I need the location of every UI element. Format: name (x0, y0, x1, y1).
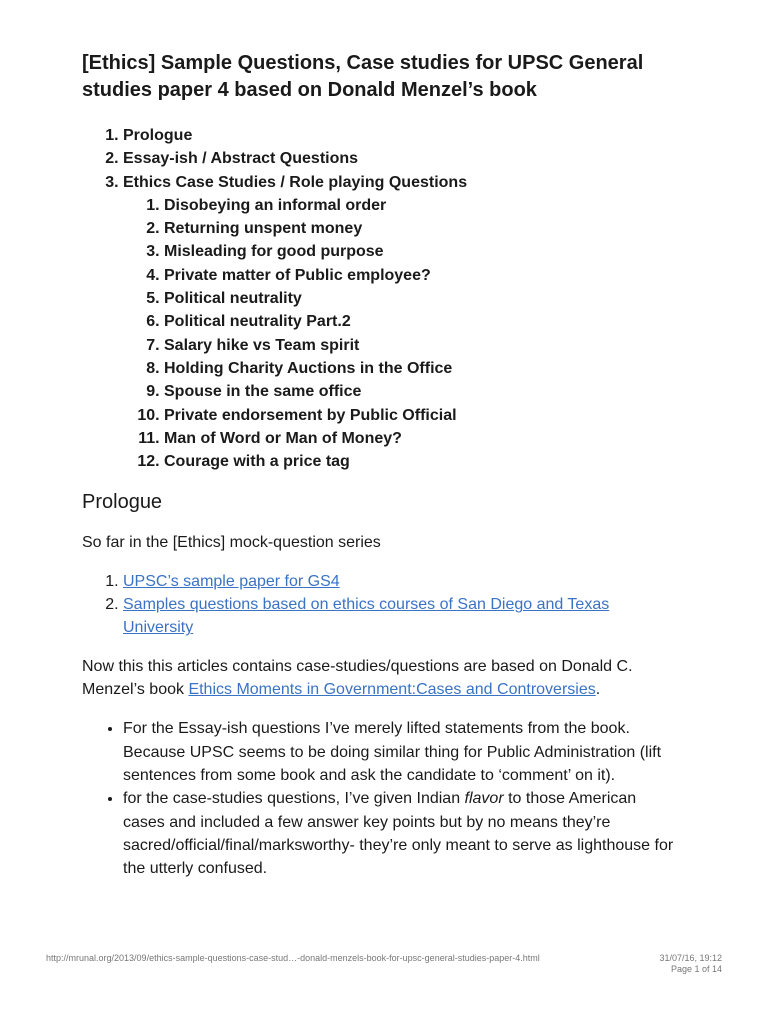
page-title: [Ethics] Sample Questions, Case studies for UPSC General studies paper 4 based on Donald Menzel’s book (82, 52, 644, 101)
note-text: for the case-studies questions, I’ve given Indian (123, 790, 465, 808)
series-link-san-diego-texas[interactable]: Samples questions based on ethics courses of San Diego and Texas University (123, 596, 610, 637)
toc-item[interactable]: 1. Prologue (123, 124, 682, 147)
series-link-list (82, 570, 682, 639)
toc-item[interactable] (123, 171, 682, 474)
footer-datetime: 31/07/16, 19:12 (659, 953, 722, 963)
toc-item[interactable]: 2. Essay-ish / Abstract Questions (123, 147, 682, 170)
toc-sub-item[interactable]: 11. Man of Word or Man of Money? (164, 427, 682, 450)
toc-sub-item[interactable]: 12. Courage with a price tag (164, 450, 682, 473)
note-case-studies (123, 787, 682, 880)
toc-sub-item[interactable]: 8. Holding Charity Auctions in the Office (164, 357, 682, 380)
series-link-gs4-sample-paper[interactable]: UPSC’s sample paper for GS4 (123, 573, 340, 591)
toc-sub-item[interactable]: 6. Political neutrality Part.2 (164, 310, 682, 333)
footer-url: http://mrunal.org/2013/09/ethics-sample-questions-case-stud…-donald-menzels-book-for-upsc-general-studies-paper-4.html (46, 953, 540, 963)
toc-sub-item[interactable]: 4. Private matter of Public employee? (164, 264, 682, 287)
footer-page-number: Page 1 of 14 (670, 964, 722, 974)
toc-sub-item[interactable]: 3. Misleading for good purpose (164, 240, 682, 263)
note-emphasis: flavor (464, 790, 504, 808)
document-page (82, 50, 682, 881)
toc-item-label[interactable]: Ethics Case Studies / Role playing Questions (123, 173, 468, 191)
series-list-item (123, 570, 682, 593)
toc-sub-item[interactable]: 2. Returning unspent money (164, 217, 682, 240)
section-heading-prologue: Prologue (82, 491, 163, 514)
toc-sub-item[interactable]: 10. Private endorsement by Public Official (164, 404, 682, 427)
prologue-intro: So far in the [Ethics] mock-question series (82, 534, 381, 552)
note-essay-questions: • For the Essay-ish questions I’ve merely lifted statements from the book. Because UPSC seems to be doing similar thing for Public Administration (lift sentences from some book and ask the candidate to ‘comment’ on it). (123, 717, 682, 787)
series-list-item (123, 593, 682, 639)
footer-meta (659, 953, 722, 975)
book-paragraph (82, 655, 682, 701)
notes-list (82, 717, 682, 880)
toc-sub-item[interactable]: 9. Spouse in the same office (164, 380, 682, 403)
toc-sub-list (123, 194, 682, 474)
toc-sub-item[interactable]: 7. Salary hike vs Team spirit (164, 334, 682, 357)
table-of-contents (82, 124, 682, 473)
book-link[interactable]: Ethics Moments in Government:Cases and Controversies (188, 681, 596, 699)
toc-sub-item[interactable]: 5. Political neutrality (164, 287, 682, 310)
note-text: to those American cases and included a few answer key points but by no means they’re sacred/official/final/marksworthy- they’re only meant to serve as lighthouse for the utterly confused. (123, 790, 674, 878)
book-paragraph-end: . (595, 681, 601, 699)
book-paragraph-text: Now this this articles contains case-studies/questions are based on Donald C. Menzel’s book (82, 658, 633, 699)
toc-sub-item[interactable]: 1. Disobeying an informal order (164, 194, 682, 217)
